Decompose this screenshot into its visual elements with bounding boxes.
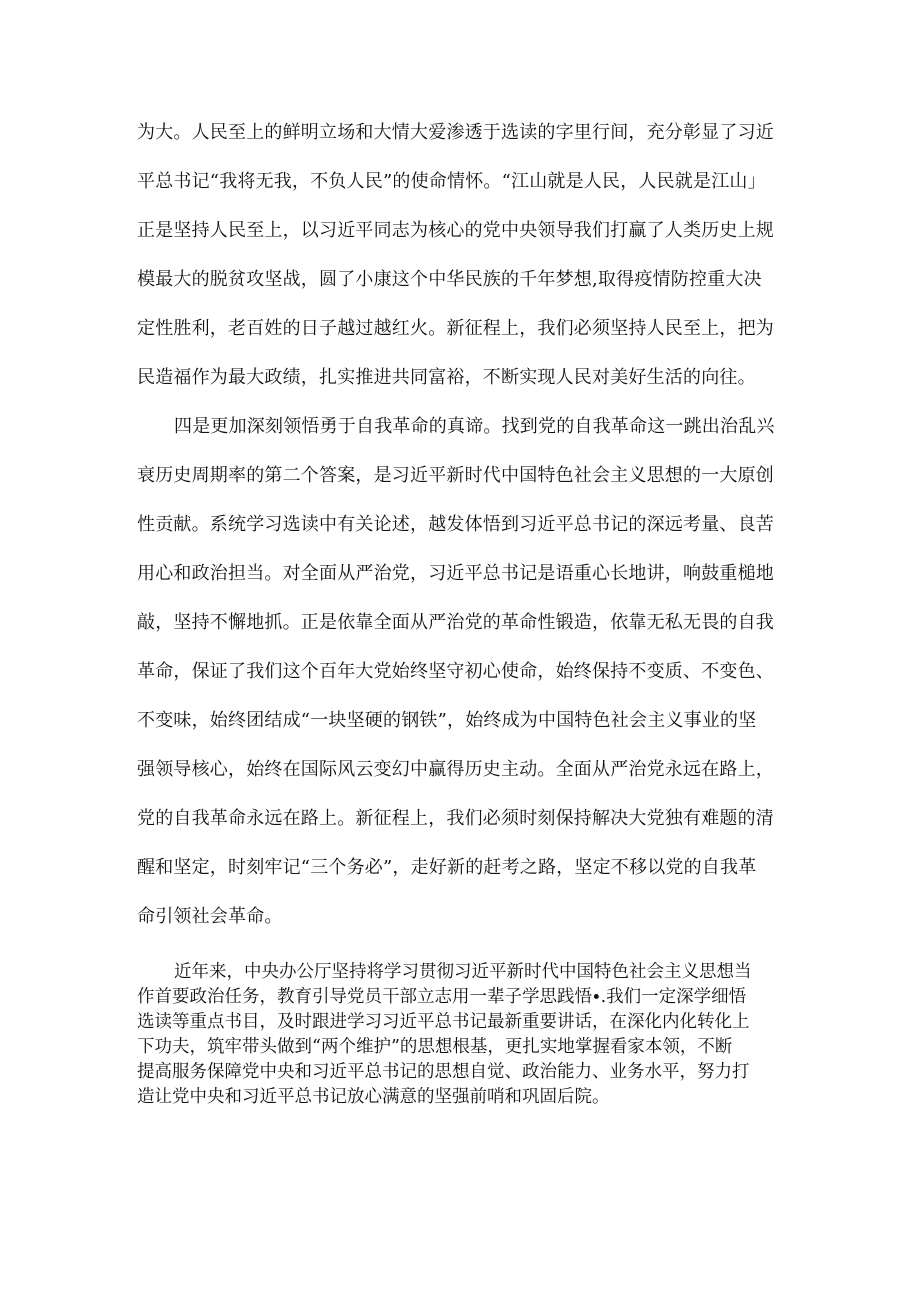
text-line: 作首要政治任务，教育引导党员干部立志用一辈子学思践悟∙.我们一定深学细悟 (137, 987, 747, 1007)
text-line: 近年来，中央办公厅坚持将学习贯彻习近平新时代中国特色社会主义思想当 (174, 962, 752, 982)
text-line: 用心和政治担当。对全面从严治党，习近平总书记是语重心长地讲，响鼓重槌地 (137, 563, 774, 584)
text-line: 醒和坚定，时刻牢记“三个务必”，走好新的赶考之路，坚定不移以党的自我革 (137, 857, 757, 878)
text-line: 模最大的脱贫攻坚战，圆了小康这个中华民族的千年梦想,取得疫情防控重大决 (137, 269, 762, 290)
text-line: 党的自我革命永远在路上。新征程上，我们必须时刻保持解决大党独有难题的清 (137, 808, 774, 829)
text-line: 性贡献。系统学习选读中有关论述，越发体悟到习近平总书记的深远考量、良苦 (137, 514, 774, 535)
text-line: 为大。人民至上的鲜明立场和大情大爱渗透于选读的字里行间，充分彰显了习近 (137, 122, 774, 143)
text-line: 不变味，始终团结成“一块坚硬的钢铁”，始终成为中国特色社会主义事业的坚 (137, 710, 757, 731)
text-line: 敲，坚持不懈地抓。正是依靠全面从严治党的革命性锻造，依靠无私无畏的自我 (137, 612, 774, 633)
text-line: 定性胜利，老百姓的日子越过越红火。新征程上，我们必须坚持人民至上，把为 (137, 318, 774, 339)
text-line: 命引领社会革命。 (137, 906, 283, 927)
text-line: 衰历史周期率的第二个答案，是习近平新时代中国特色社会主义思想的一大原创 (137, 465, 774, 486)
text-line: 造让党中央和习近平总书记放心满意的坚强前哨和巩固后院。 (137, 1087, 610, 1107)
text-line: 选读等重点书目，及时跟进学习习近平总书记最新重要讲话，在深化内化转化上 (137, 1012, 750, 1032)
text-line: 民造福作为最大政绩，扎实推进共同富裕，不断实现人民对美好生活的向往。 (137, 367, 756, 388)
text-line: 提高服务保障党中央和习近平总书记的思想自觉、政治能力、业务水平，努力打 (137, 1062, 750, 1082)
text-line: 正是坚持人民至上，以习近平同志为核心的党中央领导我们打赢了人类历史上规 (137, 220, 774, 241)
text-line: 四是更加深刻领悟勇于自我革命的真谛。找到党的自我革命这一跳出治乱兴 (174, 416, 775, 437)
text-line: 强领导核心，始终在国际风云变幻中赢得历史主动。全面从严治党永远在路上， (137, 759, 774, 780)
text-line: 革命，保证了我们这个百年大党始终坚守初心使命，始终保持不变质、不变色、 (137, 661, 774, 682)
text-line: 下功夫，筑牢带头做到“两个维护”的思想根基，更扎实地掌握看家本领，不断 (137, 1037, 733, 1057)
text-line: 平总书记“我将无我，不负人民”的使命情怀。“江山就是人民，人民就是江山」 (137, 171, 766, 192)
